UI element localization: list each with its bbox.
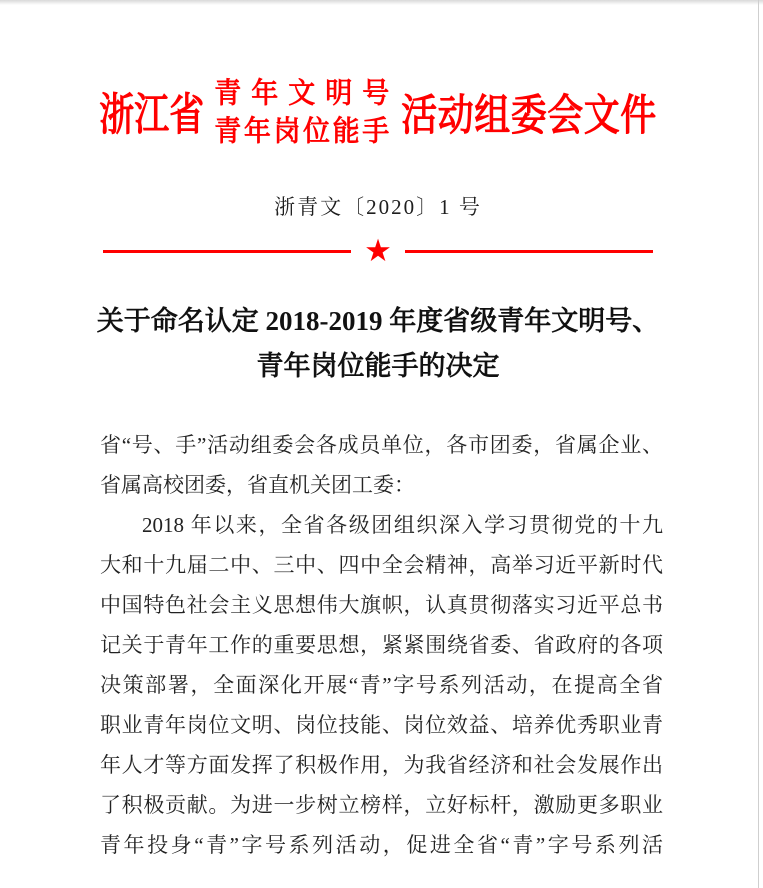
body-text-line: 职业青年岗位文明、岗位技能、岗位效益、培养优秀职业青 <box>100 713 663 737</box>
body-text-line: 年人才等方面发挥了积极作用，为我省经济和社会发展作出 <box>100 753 663 777</box>
letterhead-stack-line2: 青年岗位能手 <box>214 115 390 147</box>
body-text-line: 省“号、手”活动组委会各成员单位，各市团委，省属企业、 <box>100 433 663 457</box>
body-text-line: 2018 年以来，全省各级团组织深入学习贯彻党的十九 <box>142 513 663 537</box>
body-text-line: 记关于青年工作的重要思想，紧紧围绕省委、省政府的各项 <box>100 633 663 657</box>
page-top-shadow <box>0 0 763 5</box>
letterhead-suffix: 活动组委会文件 <box>401 91 657 139</box>
body-text-line: 中国特色社会主义思想伟大旗帜，认真贯彻落实习近平总书 <box>100 593 663 617</box>
body-text-line: 决策部署，全面深化开展“青”字号系列活动，在提高全省 <box>100 673 663 697</box>
divider-rule-left <box>103 250 351 253</box>
body-text-line: 青年投身“青”字号系列活动，促进全省“青”字号系列活 <box>100 833 663 857</box>
document-title-line2: 青年岗位能手的决定 <box>256 351 500 381</box>
doc-number: 浙青文〔2020〕1 号 <box>274 195 482 219</box>
divider-rule-right <box>405 250 653 253</box>
document-title <box>0 299 756 389</box>
body-text-line: 了积极贡献。为进一步树立榜样，立好标杆，激励更多职业 <box>100 793 663 817</box>
body-text-line: 省属高校团委，省直机关团工委： <box>100 473 415 497</box>
red-divider <box>103 233 653 269</box>
letterhead-stack-line1: 青年文明号 <box>214 77 390 109</box>
letterhead-stack <box>214 74 389 150</box>
page-right-edge <box>758 0 759 888</box>
body-text-line: 大和十九届二中、三中、四中全会精神，高举习近平新时代 <box>100 553 663 577</box>
letterhead <box>0 68 756 156</box>
document-body <box>100 425 663 865</box>
star-icon: ★ <box>364 233 392 269</box>
document-title-line1: 关于命名认定 2018-2019 年度省级青年文明号、 <box>96 306 660 336</box>
letterhead-prefix: 浙江省 <box>99 90 205 140</box>
